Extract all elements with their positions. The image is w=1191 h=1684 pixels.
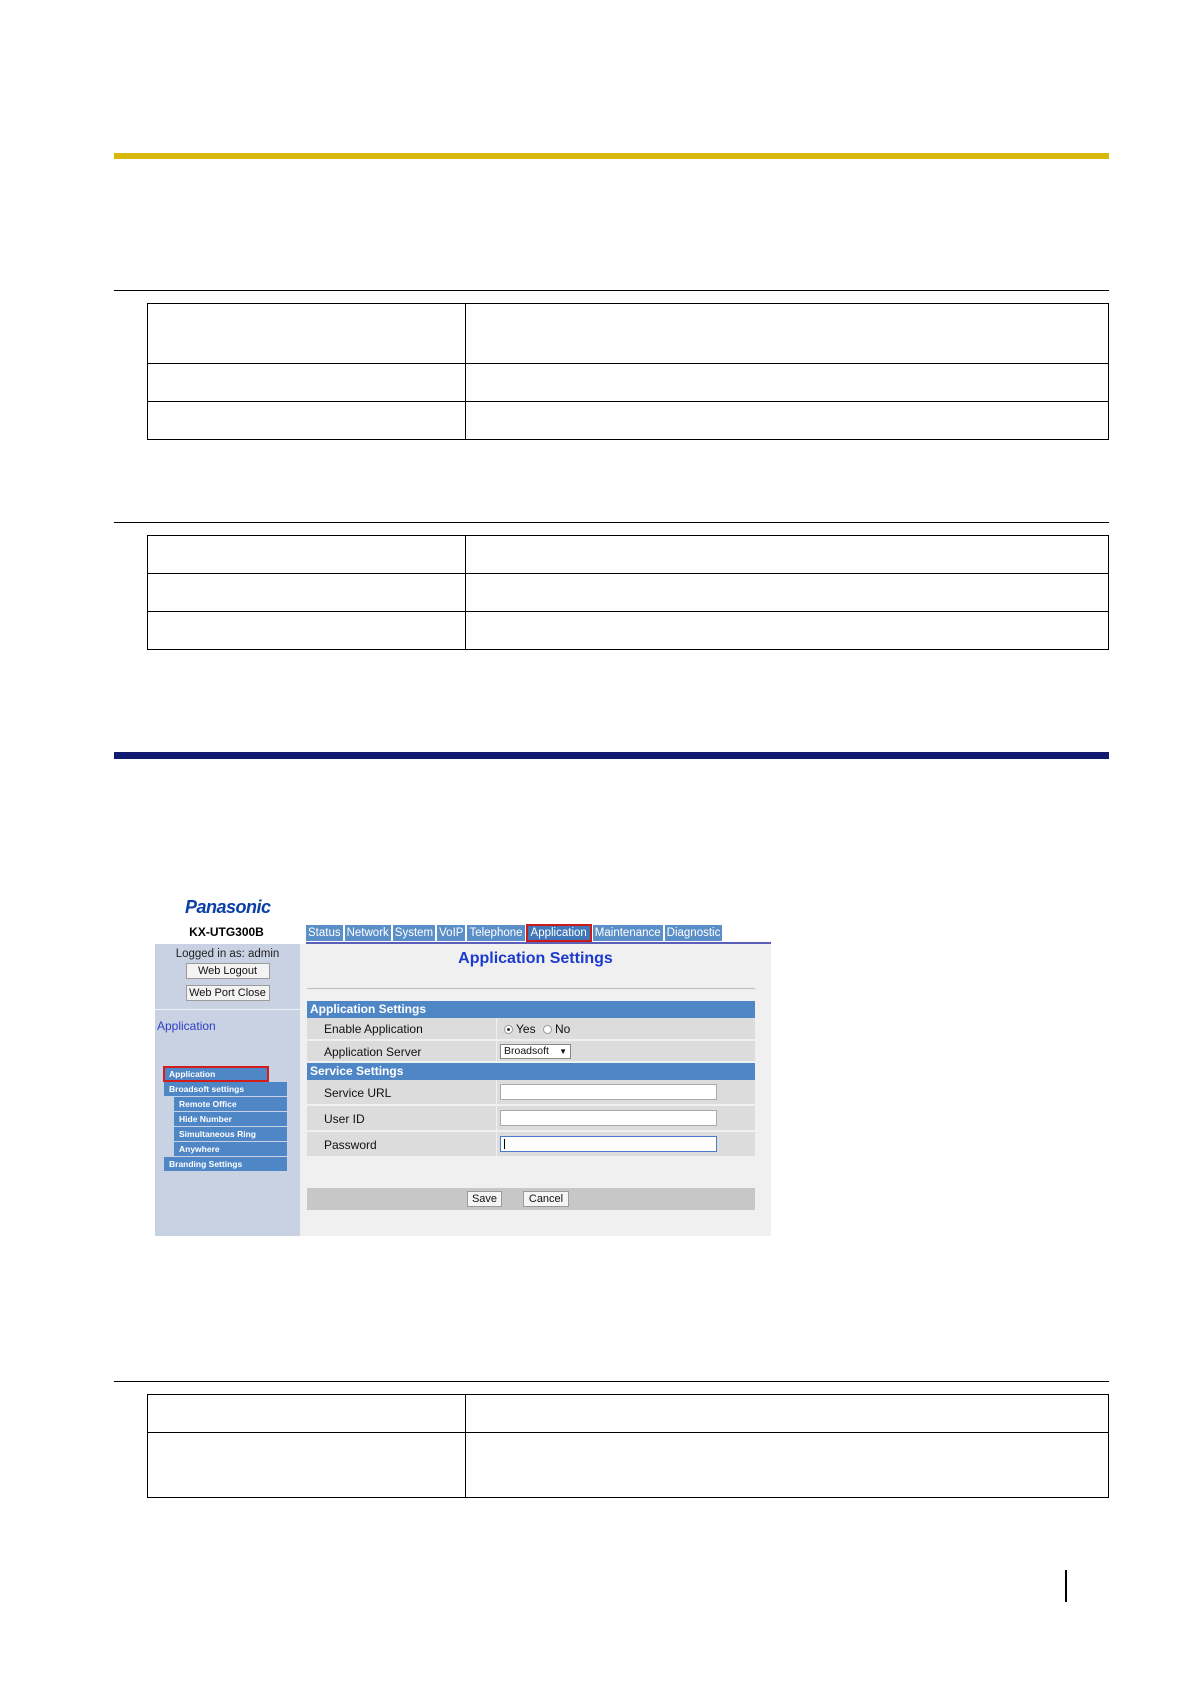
tab-system[interactable]: System [394, 927, 434, 939]
application-settings-header: Application Settings [307, 1001, 755, 1018]
user-id-input[interactable] [500, 1110, 717, 1126]
navy-section-rule [114, 752, 1109, 759]
table-cell [148, 574, 466, 612]
user-id-label: User ID [324, 1112, 365, 1126]
enable-application-row [307, 1018, 755, 1040]
sidebar-divider [155, 1009, 300, 1010]
tab-application[interactable]: Application [527, 925, 591, 941]
sidebar-item-branding-settings[interactable]: Branding Settings [164, 1157, 287, 1171]
tab-diagnostic[interactable]: Diagnostic [666, 927, 721, 939]
password-input[interactable] [500, 1136, 717, 1152]
service-url-row [307, 1080, 755, 1105]
row-divider [496, 1106, 497, 1130]
web-port-close-button[interactable]: Web Port Close [186, 985, 270, 1001]
panasonic-logo: Panasonic [185, 897, 271, 917]
user-id-row [307, 1106, 755, 1131]
row-divider [496, 1132, 497, 1156]
sidebar-section-title: Application [157, 1019, 216, 1033]
table-row [148, 304, 1109, 364]
table-cell [466, 612, 1109, 650]
table-cell [466, 574, 1109, 612]
application-server-value: Broadsoft [504, 1045, 549, 1057]
table-cell [148, 1395, 466, 1433]
service-url-label: Service URL [324, 1086, 392, 1100]
parameter-table-2 [147, 535, 1109, 650]
row-divider [496, 1041, 497, 1061]
sidebar-item-remote-office[interactable]: Remote Office [174, 1097, 287, 1111]
table-cell [466, 402, 1109, 440]
enable-application-label: Enable Application [324, 1022, 423, 1036]
sidebar-item-application[interactable]: Application [164, 1067, 268, 1081]
cancel-button[interactable]: Cancel [523, 1191, 569, 1207]
enable-yes-option[interactable] [504, 1022, 536, 1036]
parameter-table-1 [147, 303, 1109, 440]
enable-no-label: No [555, 1022, 571, 1036]
table-cell [148, 1433, 466, 1498]
service-url-input[interactable] [500, 1084, 717, 1100]
top-tabs [306, 925, 722, 941]
password-label: Password [324, 1138, 377, 1152]
section-rule-3 [114, 1381, 1109, 1382]
table-row [148, 1395, 1109, 1433]
parameter-table-3 [147, 1394, 1109, 1498]
page-number-marker [1065, 1570, 1067, 1602]
title-divider [307, 988, 755, 989]
enable-no-option[interactable] [543, 1022, 570, 1036]
sidebar-item-anywhere[interactable]: Anywhere [174, 1142, 287, 1156]
sidebar-item-simultaneous-ring[interactable]: Simultaneous Ring [174, 1127, 287, 1141]
tab-voip[interactable]: VoIP [439, 927, 464, 939]
table-cell [148, 536, 466, 574]
application-server-select[interactable] [500, 1044, 571, 1059]
table-row [148, 1433, 1109, 1498]
table-row [148, 612, 1109, 650]
section-rule-2 [114, 522, 1109, 523]
table-cell [466, 536, 1109, 574]
tab-network[interactable]: Network [346, 927, 389, 939]
table-row [148, 364, 1109, 402]
sidebar-item-hide-number[interactable]: Hide Number [174, 1112, 287, 1126]
tab-status[interactable]: Status [308, 927, 341, 939]
service-settings-header: Service Settings [307, 1063, 755, 1080]
yellow-header-rule [114, 153, 1109, 159]
section-rule-1 [114, 290, 1109, 291]
table-cell [148, 402, 466, 440]
table-cell [466, 364, 1109, 402]
web-logout-button[interactable]: Web Logout [186, 963, 270, 979]
sidebar-item-broadsoft-settings[interactable]: Broadsoft settings [164, 1082, 287, 1096]
table-cell [466, 304, 1109, 364]
table-cell [466, 1395, 1109, 1433]
save-button[interactable]: Save [467, 1191, 502, 1207]
model-name: KX-UTG300B [189, 925, 264, 939]
action-bar [307, 1188, 755, 1210]
table-cell [466, 1433, 1109, 1498]
tab-telephone[interactable]: Telephone [469, 927, 523, 939]
radio-yes-icon[interactable] [504, 1025, 513, 1034]
table-row [148, 402, 1109, 440]
table-cell [148, 304, 466, 364]
tab-maintenance[interactable]: Maintenance [594, 927, 661, 939]
table-row [148, 536, 1109, 574]
password-row [307, 1132, 755, 1157]
table-cell [148, 612, 466, 650]
enable-yes-label: Yes [516, 1022, 536, 1036]
table-row [148, 574, 1109, 612]
row-divider [496, 1018, 497, 1039]
logged-in-text: Logged in as: admin [175, 948, 280, 960]
sidebar [155, 944, 300, 1236]
row-divider [496, 1080, 497, 1104]
page-title: Application Settings [458, 950, 613, 967]
web-ui-screenshot [155, 893, 771, 1236]
dropdown-arrow-icon: ▼ [559, 1047, 567, 1056]
application-server-label: Application Server [324, 1045, 422, 1059]
radio-no-icon[interactable] [543, 1025, 552, 1034]
table-cell [148, 364, 466, 402]
application-server-row [307, 1041, 755, 1062]
main-panel [300, 944, 771, 1236]
